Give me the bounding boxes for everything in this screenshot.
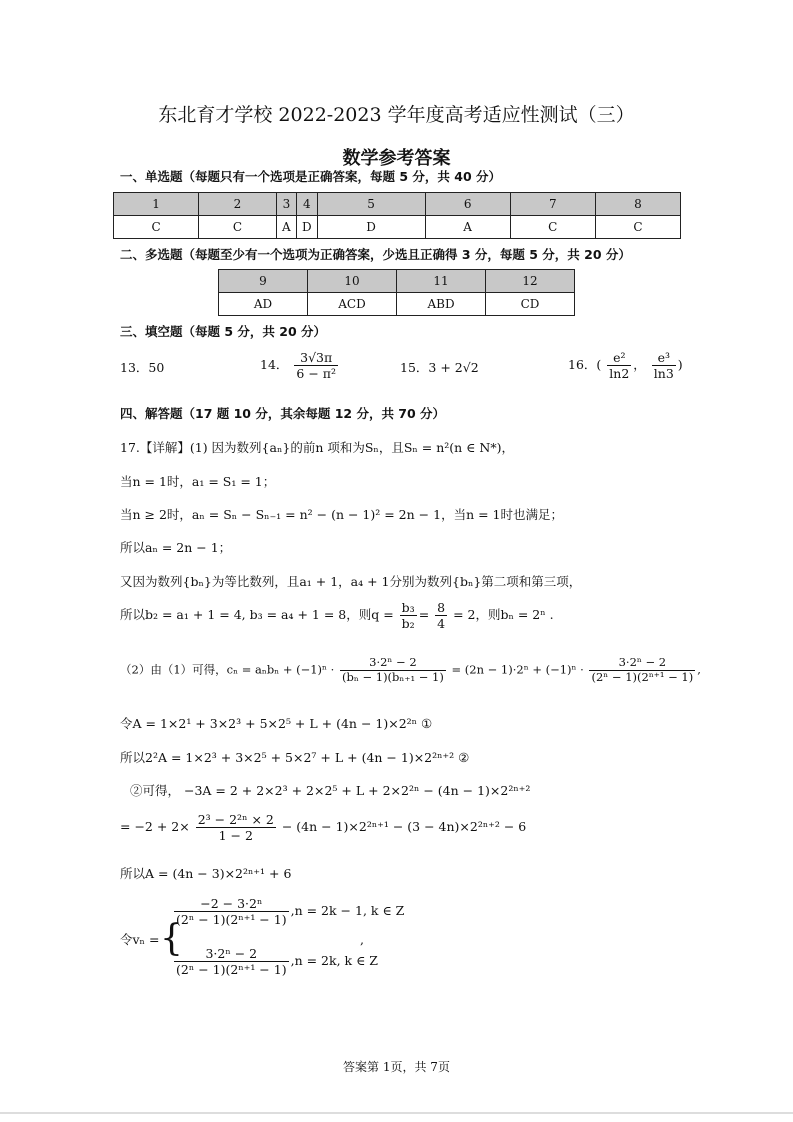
denominator: ln3 xyxy=(653,366,674,381)
text: = −2 + 2× xyxy=(120,819,190,834)
brace-icon: { xyxy=(160,918,183,959)
solution-line: ②可得， −3A = 2 + 2×2³ + 2×2⁵ + L + 2×2²ⁿ − (4n − 1)×2²ⁿ⁺² xyxy=(130,783,531,798)
table-cell: 6 xyxy=(425,193,510,216)
table-cell: D xyxy=(297,216,317,239)
answer-16-label: 16． xyxy=(568,357,597,372)
denominator: b₂ xyxy=(401,616,415,631)
condition: n = 2k, k ∈ Z xyxy=(294,953,378,968)
numerator: 8 xyxy=(437,600,446,615)
section-fill-blank-heading: 三、填空题（每题 5 分，共 20 分） xyxy=(120,324,327,339)
section-single-choice-heading: 一、单选题（每题只有一个选项是正确答案，每题 5 分，共 40 分） xyxy=(120,169,502,184)
denominator: 4 xyxy=(437,616,446,631)
table-cell: C xyxy=(595,216,680,239)
table-cell: 10 xyxy=(307,270,396,293)
denominator: 6 − π² xyxy=(296,366,336,381)
table-cell: 5 xyxy=(317,193,425,216)
solution-17-intro: 17.【详解】(1) 因为数列{aₙ}的前n 项和为Sₙ，且Sₙ = n²(n ∈ N*)， xyxy=(120,440,514,455)
text: （2）由（1）可得，cₙ = aₙbₙ + (−1)ⁿ · xyxy=(120,662,335,677)
fraction xyxy=(607,350,631,381)
table-cell: 12 xyxy=(486,270,575,293)
solution-line: 又因为数列{bₙ}为等比数列，且a₁ + 1，a₄ + 1分别为数列{bₙ}第二项和第三项， xyxy=(120,574,582,589)
denominator: 1 − 2 xyxy=(218,828,253,843)
solution-line: 所以2²A = 1×2³ + 3×2⁵ + 5×2⁷ + L + (4n − 1)×2²ⁿ⁺² ② xyxy=(120,750,470,765)
solution-line-ratio: 所以b₂ = a₁ + 1 = 4, b₃ = a₄ + 1 = 8，则q = $\frac{\text{b₃}}{\text{b₂}}$ = $\frac{8}{4}$ = 2，则bₙ = 2ⁿ . xyxy=(120,600,554,631)
answer-key-subtitle: 数学参考答案 xyxy=(342,148,451,169)
table-cell: ACD xyxy=(307,293,396,316)
fraction xyxy=(174,896,289,927)
denominator: (2ⁿ − 1)(2ⁿ⁺¹ − 1) xyxy=(591,669,694,684)
case-even: $\frac{\text{3·2ⁿ − 2}}{\text{(2ⁿ − 1)(2ⁿ⁺¹ − 1)}}$ ,n = 2k, k ∈ Z xyxy=(176,946,378,977)
table-cell: AD xyxy=(219,293,308,316)
solution-line: 所以aₙ = 2n − 1； xyxy=(120,540,232,555)
table-cell: CD xyxy=(486,293,575,316)
table-cell: 2 xyxy=(199,193,277,216)
denominator: (2ⁿ − 1)(2ⁿ⁺¹ − 1) xyxy=(176,962,287,977)
fraction xyxy=(294,350,338,381)
answer-15-label: 15． xyxy=(400,360,429,375)
fraction xyxy=(340,656,446,685)
fraction xyxy=(196,812,276,843)
answer-15 xyxy=(400,358,479,376)
table-cell: A xyxy=(276,216,296,239)
section-multi-choice-heading: 二、多选题（每题至少有一个选项为正确答案，少选且正确得 3 分，每题 5 分，共 20 分） xyxy=(120,247,631,262)
denominator: (2ⁿ − 1)(2ⁿ⁺¹ − 1) xyxy=(176,912,287,927)
text: = (2n − 1)·2ⁿ + (−1)ⁿ · xyxy=(451,662,584,677)
solution-line: 当n ≥ 2时，aₙ = Sₙ − Sₙ₋₁ = n² − (n − 1)² = 2n − 1，当n = 1时也满足； xyxy=(120,507,563,522)
fraction xyxy=(400,600,417,631)
answer-16: 16．( $\frac{\text{e²}}{\ln 2}$ ， $\frac{\text{e³}}{\ln 3}$ ) xyxy=(568,350,683,381)
table-cell: 7 xyxy=(510,193,595,216)
numerator: 2³ − 2²ⁿ × 2 xyxy=(197,812,274,827)
table-cell: 9 xyxy=(219,270,308,293)
solution-line: 所以A = (4n − 3)×2²ⁿ⁺¹ + 6 xyxy=(120,866,292,881)
condition: n = 2k − 1, k ∈ Z xyxy=(294,903,405,918)
table-cell: 4 xyxy=(297,193,317,216)
numerator: −2 − 3·2ⁿ xyxy=(174,896,289,912)
comma: , xyxy=(360,932,364,947)
denominator: (bₙ − 1)(bₙ₊₁ − 1) xyxy=(341,669,444,684)
text: 所以b₂ = a₁ + 1 = 4, b₃ = a₄ + 1 = 8，则q = xyxy=(120,607,394,622)
page-footer: 答案第 1页，共 7页 xyxy=(343,1060,450,1074)
text: − (4n − 1)×2²ⁿ⁺¹ − (3 − 4n)×2²ⁿ⁺² − 6 xyxy=(281,819,527,834)
numerator: 3·2ⁿ − 2 xyxy=(589,656,695,671)
numerator: 3·2ⁿ − 2 xyxy=(174,946,289,962)
solution-line: 当n = 1时，a₁ = S₁ = 1； xyxy=(120,474,276,489)
solution-line-sum xyxy=(120,812,526,843)
text: = 2，则bₙ = 2ⁿ . xyxy=(453,607,554,622)
solution-line: 令A = 1×2¹ + 3×2³ + 5×2⁵ + L + (4n − 1)×2²ⁿ ① xyxy=(120,716,433,731)
numerator: e² xyxy=(607,350,631,366)
table-cell: C xyxy=(510,216,595,239)
case-odd: $\frac{\text{−2 − 3·2ⁿ}}{\text{(2ⁿ − 1)(2ⁿ⁺¹ − 1)}}$ ,n = 2k − 1, k ∈ Z xyxy=(176,896,405,927)
table-cell: C xyxy=(199,216,277,239)
fraction xyxy=(589,656,695,685)
numerator: b₃ xyxy=(401,600,415,615)
section-solutions-heading: 四、解答题（17 题 10 分，其余每题 12 分，共 70 分） xyxy=(120,406,446,421)
answer-13: 13．50 xyxy=(120,360,165,375)
denominator: ln2 xyxy=(609,366,630,381)
bottom-divider xyxy=(0,1112,793,1114)
table-cell: 8 xyxy=(595,193,680,216)
answer-14-label: 14． xyxy=(260,357,289,372)
numerator: e³ xyxy=(652,350,676,366)
document-title: 东北育才学校 2022-2023 学年度高考适应性测试（三） xyxy=(158,104,635,126)
fraction xyxy=(435,600,447,631)
multi-choice-table xyxy=(218,269,575,316)
fraction xyxy=(652,350,676,381)
numerator: 3·2ⁿ − 2 xyxy=(340,656,446,671)
table-cell: C xyxy=(114,216,199,239)
table-cell: D xyxy=(317,216,425,239)
table-cell: A xyxy=(425,216,510,239)
fraction xyxy=(174,946,289,977)
solution-line-vn-label: 令vₙ = xyxy=(120,932,160,947)
answer-14 xyxy=(260,350,340,381)
answer-15-value: 3 + 2√2 xyxy=(428,360,479,375)
table-cell: 11 xyxy=(396,270,485,293)
single-choice-table xyxy=(113,192,681,239)
numerator: 3√3π xyxy=(294,350,338,366)
table-cell: ABD xyxy=(396,293,485,316)
solution-line-cn: （2）由（1）可得，cₙ = aₙbₙ + (−1)ⁿ · $\frac{\text{3·2ⁿ − 2}}{\text{(bₙ − 1)(bₙ₊₁ − 1)}}$ = (2n − 1)·2ⁿ + (−1)ⁿ · $\frac{\text{3·2ⁿ − 2}}{\text{(2ⁿ − 1)(2ⁿ⁺¹ − 1)}}$ , xyxy=(120,655,701,684)
table-cell: 3 xyxy=(276,193,296,216)
table-cell: 1 xyxy=(114,193,199,216)
